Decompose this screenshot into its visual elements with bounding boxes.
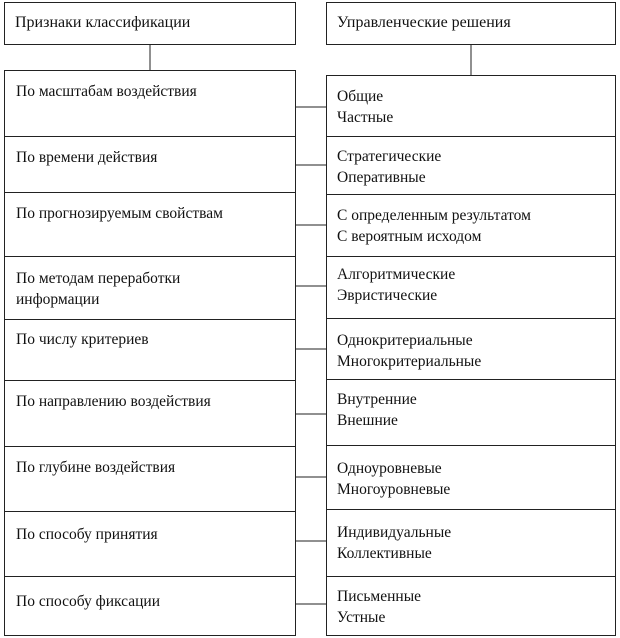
decision-text: Однокритериальные	[337, 332, 473, 349]
row-divider	[5, 192, 295, 193]
classification-criteria-header	[4, 2, 296, 45]
criterion-cell	[5, 329, 295, 350]
decision-text: Частные	[337, 109, 394, 126]
criterion-text: По способу принятия	[16, 526, 158, 543]
criterion-cell	[5, 524, 295, 545]
criterion-cell	[5, 81, 295, 102]
row-divider	[327, 445, 615, 446]
row-divider	[327, 256, 615, 257]
criterion-cell	[5, 147, 295, 168]
row-divider	[327, 136, 615, 137]
row-divider	[5, 380, 295, 381]
criterion-text: По направлению воздействия	[16, 393, 211, 410]
criterion-text: По числу критериев	[16, 331, 149, 348]
row-divider	[5, 446, 295, 447]
criterion-cell	[5, 457, 295, 478]
decision-cell	[327, 330, 615, 372]
decision-text: Одноуровневые	[337, 460, 442, 477]
decision-cell	[327, 205, 615, 247]
criterion-cell	[5, 591, 295, 612]
row-divider	[5, 256, 295, 257]
row-divider	[327, 509, 615, 510]
criterion-text: По прогнозируемым свойствам	[16, 205, 223, 222]
criterion-text: По методам переработки	[16, 270, 181, 287]
decision-text: Устные	[337, 609, 386, 626]
criterion-text: По масштабам воздействия	[16, 83, 197, 100]
row-divider	[5, 576, 295, 577]
decision-text: Многоуровневые	[337, 481, 451, 498]
decision-text: Эвристические	[337, 287, 438, 304]
decision-text: Внутренние	[337, 391, 417, 408]
row-divider	[5, 319, 295, 320]
decision-text: Индивидуальные	[337, 524, 452, 541]
decision-text: Стратегические	[337, 148, 442, 165]
decision-text: С определенным результатом	[337, 207, 531, 224]
criterion-cell	[5, 268, 295, 310]
criterion-cell	[5, 203, 295, 224]
row-divider	[5, 511, 295, 512]
decision-text: Внешние	[337, 412, 398, 429]
criterion-text: По глубине воздействия	[16, 459, 176, 476]
decision-text: Коллективные	[337, 545, 432, 562]
row-divider	[5, 136, 295, 137]
management-decisions-header-text: Управленческие решения	[337, 14, 511, 31]
criterion-text: По способу фиксации	[16, 593, 160, 610]
decision-text: Алгоритмические	[337, 266, 456, 283]
decisions-column	[326, 75, 616, 636]
decision-text: С вероятным исходом	[337, 228, 482, 245]
classification-criteria-header-text: Признаки классификации	[15, 14, 191, 31]
row-divider	[327, 576, 615, 577]
row-divider	[327, 194, 615, 195]
criterion-text: По времени действия	[16, 149, 158, 166]
decision-text: Письменные	[337, 588, 422, 605]
decision-cell	[327, 522, 615, 564]
decision-text: Многокритериальные	[337, 353, 482, 370]
decision-cell	[327, 458, 615, 500]
decision-cell	[327, 86, 615, 128]
decision-cell	[327, 264, 615, 306]
decision-cell	[327, 146, 615, 188]
criterion-cell	[5, 391, 295, 412]
row-divider	[327, 318, 615, 319]
decision-cell	[327, 586, 615, 628]
decision-text: Оперативные	[337, 169, 426, 186]
decision-text: Общие	[337, 88, 384, 105]
criteria-column	[4, 70, 296, 636]
decision-cell	[327, 389, 615, 431]
criterion-text: информации	[16, 291, 100, 308]
management-decisions-header	[326, 2, 616, 45]
row-divider	[327, 379, 615, 380]
